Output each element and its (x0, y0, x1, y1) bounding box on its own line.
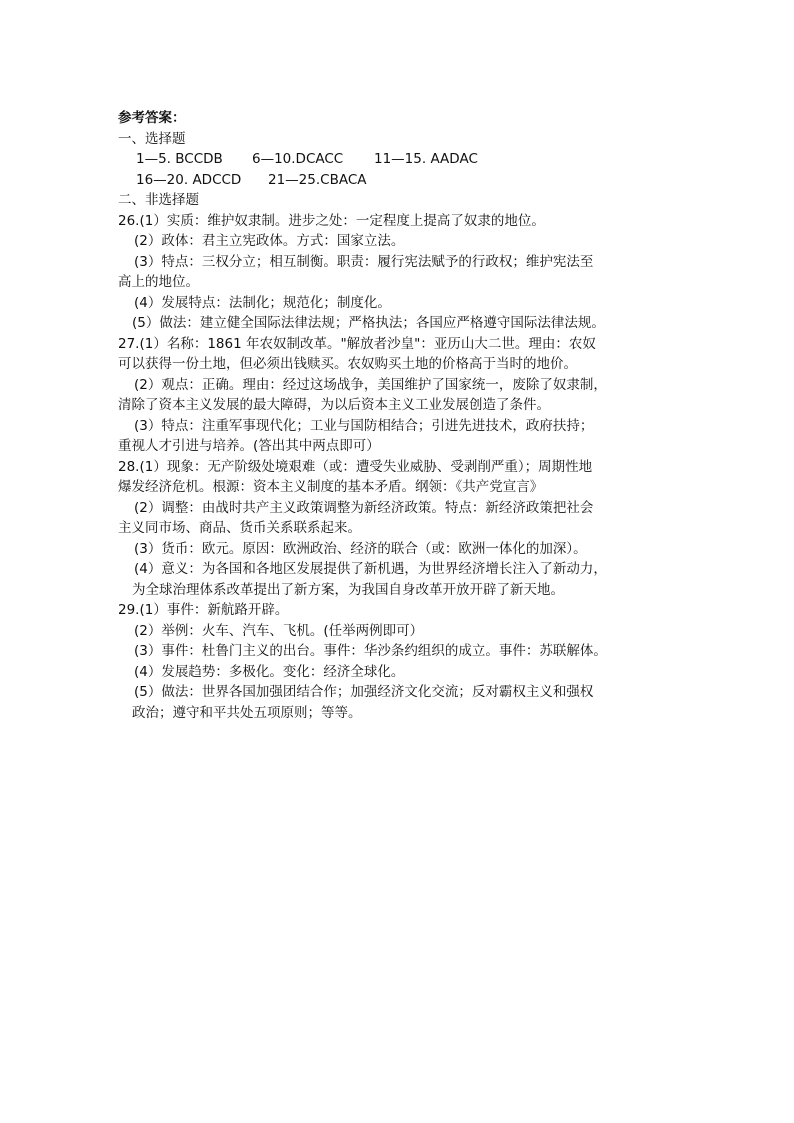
q28-line-5: (3）货币：欧元。原因：欧洲政治、经济的联合（或：欧洲一体化的加深）。 (134, 540, 587, 557)
q26-line-2: (2）政体：君主立宪政体。方式：国家立法。 (134, 233, 405, 249)
q28-line-2: 爆发经济危机。根源：资本主义制度的基本矛盾。纲领：《共产党宣言》 (118, 479, 544, 495)
q27-line-4: 清除了资本主义发展的最大障碍，为以后资本主义工业发展创造了条件。 (118, 397, 550, 413)
q26-line-5: (4）发展特点：法制化；规范化；制度化。 (134, 294, 391, 311)
q29-line-2: (2）举例：火车、汽车、飞机。(任举两例即可） (134, 622, 424, 639)
mc-group-6-10: 6—10.DCACC (252, 151, 344, 167)
q26-line-4: 高上的地位。 (118, 274, 199, 290)
q26-line-3: (3）特点：三权分立；相互制衡。职责：履行宪法赋予的行政权；维护宪法至 (134, 253, 594, 270)
q29-line-4: (4）发展趋势：多极化。变化：经济全球化。 (134, 663, 405, 680)
section-multiple-choice-title: 一、选择题 (118, 130, 186, 147)
section-non-choice-title: 二、非选择题 (118, 192, 199, 208)
q27-line-1: 27.(1）名称：1861 年农奴制改革。"解放者沙皇"：亚历山大二世。理由：农奴 (118, 335, 596, 352)
mc-group-21-25: 21—25.CBACA (268, 171, 367, 188)
mc-group-1-5: 1—5. BCCDB (136, 151, 223, 167)
q29-line-1: 29.(1）事件：新航路开辟。 (118, 602, 289, 618)
mc-group-11-15: 11—15. AADAC (374, 151, 478, 167)
q29-line-3: (3）事件：杜鲁门主义的出台。事件：华沙条约组织的成立。事件：苏联解体。 (134, 643, 607, 659)
q29-line-6: 政治；遵守和平共处五项原则；等等。 (132, 704, 362, 721)
q28-line-7: 为全球治理体系改革提出了新方案，为我国自身改革开放开辟了新天地。 (132, 581, 564, 598)
answer-heading: 参考答案： (118, 110, 186, 126)
q27-line-5: (3）特点：注重军事现代化；工业与国防相结合；引进先进技术，政府扶持； (134, 417, 594, 434)
q27-line-2: 可以获得一份土地，但必须出钱赎买。农奴购买土地的价格高于当时的地价。 (118, 356, 577, 372)
q28-line-1: 28.(1）现象：无产阶级处境艰难（或：遭受失业威胁、受剥削严重）；周期性地 (118, 458, 593, 475)
q26-line-1: 26.(1）实质：维护奴隶制。进步之处：一定程度上提高了奴隶的地位。 (118, 212, 545, 229)
q27-line-6: 重视人才引进与培养。(答出其中两点即可） (118, 438, 380, 454)
q28-line-6: (4）意义：为各国和各地区发展提供了新机遇，为世界经济增长注入了新动力， (134, 561, 607, 577)
q28-line-4: 主义同市场、商品、货币关系联系起来。 (118, 520, 361, 536)
mc-answers-row-1 (118, 149, 688, 170)
q26-line-6: (5）做法：建立健全国际法律法规；严格执法；各国应严格遵守国际法律法规。 (132, 315, 605, 331)
q29-line-5: (5）做法：世界各国加强团结合作；加强经济文化交流；反对霸权主义和强权 (134, 684, 594, 700)
mc-group-16-20: 16—20. ADCCD (136, 171, 242, 188)
q27-line-3: (2）观点：正确。理由：经过这场战争，美国维护了国家统一，废除了奴隶制， (134, 376, 607, 393)
q28-line-3: (2）调整：由战时共产主义政策调整为新经济政策。特点：新经济政策把社会 (134, 499, 594, 516)
mc-answers-row-2 (118, 170, 688, 191)
answer-content (118, 108, 688, 723)
